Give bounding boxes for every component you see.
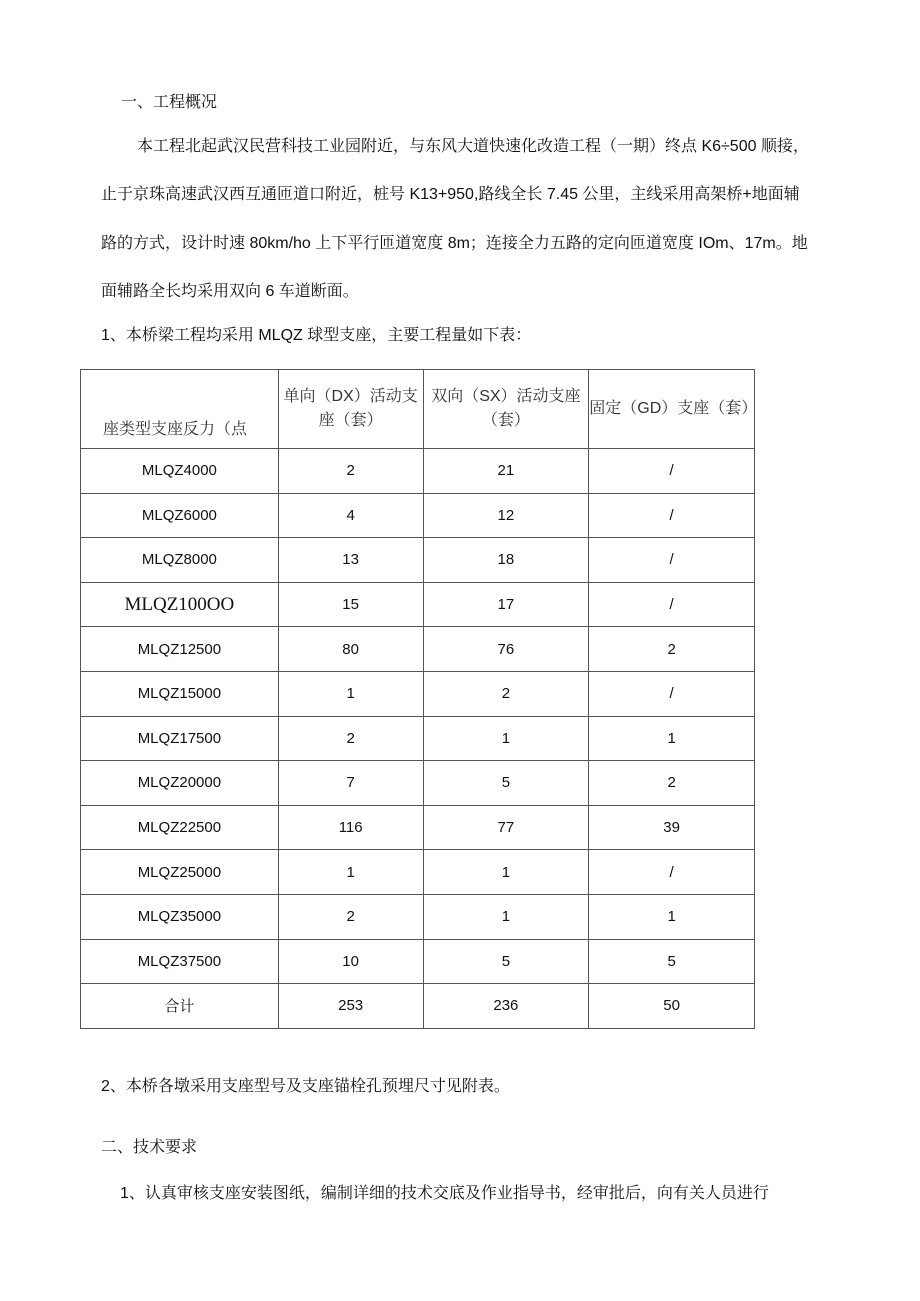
list-item: 2、本桥各墩采用支座型号及支座锚栓孔预埋尺寸见附表。: [101, 1078, 510, 1095]
quantity-cell: 7: [278, 761, 423, 806]
quantity-cell: 77: [423, 805, 589, 850]
list-item: 1、本桥梁工程均采用 MLQZ 球型支座，主要工程量如下表：: [101, 327, 532, 344]
quantity-cell: 10: [278, 939, 423, 984]
quantity-cell: 2: [423, 671, 589, 716]
table-row: [81, 850, 755, 895]
table-row: [81, 716, 755, 761]
table-row: [81, 582, 755, 627]
table-row: [81, 627, 755, 672]
bearing-quantity-table: [80, 369, 758, 1029]
table-row: [81, 538, 755, 583]
bearing-model-cell: MLQZ100OO: [81, 582, 279, 627]
bearing-model-cell: MLQZ25000: [81, 850, 279, 895]
bearing-model-cell: MLQZ22500: [81, 805, 279, 850]
quantity-cell: 5: [423, 939, 589, 984]
bearing-model-cell: MLQZ12500: [81, 627, 279, 672]
bearing-model-cell: 合计: [81, 984, 279, 1029]
table-row: [81, 449, 755, 494]
table-row: [81, 805, 755, 850]
quantity-cell: /: [589, 850, 755, 895]
quantity-cell: 2: [589, 761, 755, 806]
column-header: 双向（SX）活动支座（套）: [423, 370, 589, 449]
column-header: 单向（DX）活动支座（套）: [278, 370, 423, 449]
bearing-model-cell: MLQZ37500: [81, 939, 279, 984]
quantity-cell: 116: [278, 805, 423, 850]
bearing-model-cell: MLQZ8000: [81, 538, 279, 583]
quantity-cell: 13: [278, 538, 423, 583]
quantity-cell: /: [589, 582, 755, 627]
quantity-cell: 17: [423, 582, 589, 627]
bearing-model-cell: MLQZ20000: [81, 761, 279, 806]
quantity-cell: 1: [278, 850, 423, 895]
quantity-cell: 236: [423, 984, 589, 1029]
quantity-cell: 1: [423, 850, 589, 895]
paragraph-line: 本工程北起武汉民营科技工业园附近，与东风大道快速化改造工程（一期）终点 K6÷500 顺接，: [137, 138, 809, 155]
quantity-cell: 50: [589, 984, 755, 1029]
section-heading: 一、工程概况: [121, 94, 218, 111]
section-heading: 二、技术要求: [101, 1139, 198, 1156]
table-row: [81, 984, 755, 1029]
quantity-cell: 253: [278, 984, 423, 1029]
paragraph-line: 面辅路全长均采用双向 6 车道断面。: [101, 283, 359, 300]
quantity-cell: 39: [589, 805, 755, 850]
paragraph-line: 路的方式，设计时速 80km/ho 上下平行匝道宽度 8m；连接全力五路的定向匝道宽度 IOm、17m。地: [101, 235, 808, 252]
quantity-cell: /: [589, 449, 755, 494]
quantity-cell: 12: [423, 493, 589, 538]
quantity-cell: 5: [589, 939, 755, 984]
quantity-cell: 76: [423, 627, 589, 672]
table-row: [81, 671, 755, 716]
quantity-cell: 2: [278, 894, 423, 939]
bearing-model-cell: MLQZ6000: [81, 493, 279, 538]
table-row: [81, 894, 755, 939]
column-header: 固定（GD）支座（套）: [589, 370, 755, 449]
table-row: [81, 493, 755, 538]
bearing-model-cell: MLQZ35000: [81, 894, 279, 939]
table-header-row: [81, 370, 755, 449]
list-item: 1、认真审核支座安装图纸，编制详细的技术交底及作业指导书，经审批后，向有关人员进行: [120, 1185, 769, 1202]
column-header: 座类型支座反力（点: [81, 370, 279, 449]
bearing-model-cell: MLQZ15000: [81, 671, 279, 716]
table-row: [81, 939, 755, 984]
quantity-cell: 18: [423, 538, 589, 583]
quantity-cell: 1: [423, 894, 589, 939]
quantity-cell: 1: [589, 716, 755, 761]
quantity-cell: 1: [278, 671, 423, 716]
quantity-cell: 1: [589, 894, 755, 939]
table-row: [81, 761, 755, 806]
quantity-cell: 4: [278, 493, 423, 538]
quantity-cell: /: [589, 671, 755, 716]
quantity-cell: 80: [278, 627, 423, 672]
quantity-cell: 2: [589, 627, 755, 672]
bearing-model-cell: MLQZ4000: [81, 449, 279, 494]
quantity-cell: 15: [278, 582, 423, 627]
quantity-cell: 1: [423, 716, 589, 761]
quantity-cell: 21: [423, 449, 589, 494]
quantity-cell: 2: [278, 716, 423, 761]
paragraph-line: 止于京珠高速武汉西互通匝道口附近，桩号 K13+950,路线全长 7.45 公里，主线采用高架桥+地面辅: [101, 186, 800, 203]
quantity-cell: 2: [278, 449, 423, 494]
quantity-cell: 5: [423, 761, 589, 806]
quantity-cell: /: [589, 538, 755, 583]
bearing-model-cell: MLQZ17500: [81, 716, 279, 761]
quantity-cell: /: [589, 493, 755, 538]
